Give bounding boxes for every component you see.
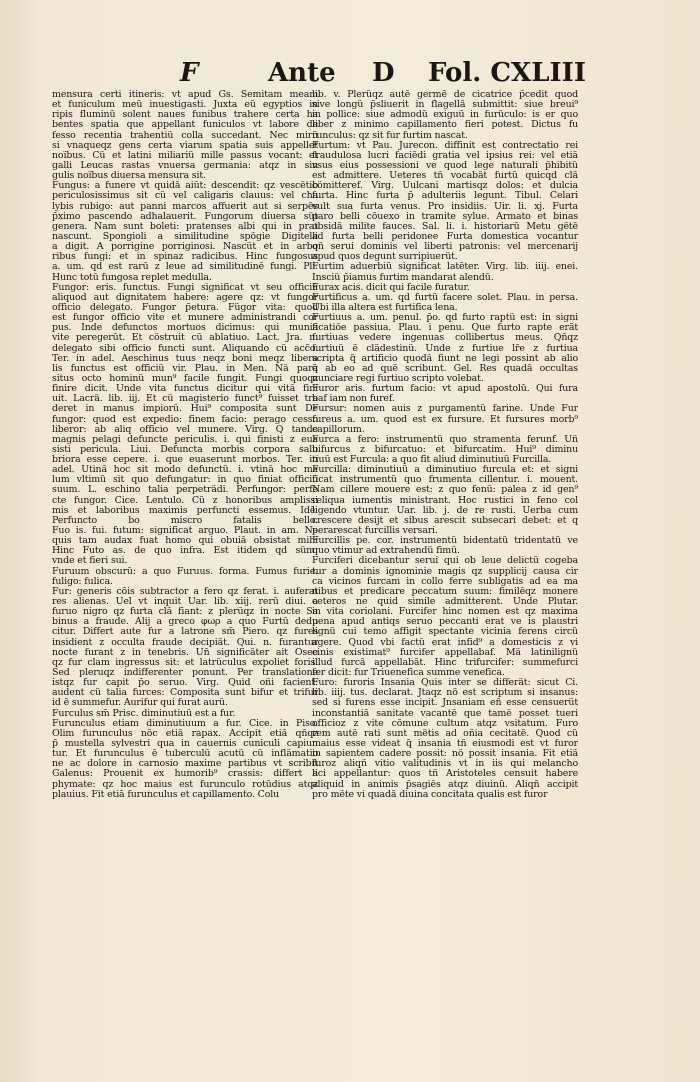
text-line: gulis noĩbus diuersa mensura sit. (52, 171, 206, 182)
text-line: quo vtimur ad extrahendũ fimũ. (312, 546, 460, 557)
text-line: plauius. Fit etiã furunculus et capillamento. Colu (52, 789, 280, 800)
text-line: Hunc totũ fungosa replet medulla. (52, 272, 212, 283)
text-line: mensura certi itineris: vt apud Gs. Semitam meam (52, 90, 318, 100)
text-line: inconstantiã sanitate vacantẽ que tamẽ posset tueri (312, 708, 578, 719)
text-line: Furculus sm̃ Prisc. diminutiuũ est a fur. (52, 708, 236, 719)
text-line: vnde et fieri sui. (52, 556, 128, 567)
text-line: si vnaqueqz gens certa viarum spatia suis appellet (52, 140, 318, 151)
text-line: furoz aliqñ vitio valitudinis vt in iis qui melancho (312, 759, 578, 770)
text-line: Fursur: nomen auis z purgamentũ farine. Unde Fur (312, 404, 578, 415)
text-line: aliquod aut dignitatem habere: agere qz: vt fungor (52, 292, 318, 303)
text-line: liberor: ab aliq officio vel munere. Virg. Q tande (52, 424, 318, 435)
text-line: furuo nigro qz furta clã fiant: z plerũqz in nocte Sa (52, 607, 318, 618)
text-line: fungor: quod est expedio: finem facio: perago cesso (52, 414, 318, 425)
text-line: Ter. in adel. Aeschinus tuus neqz boni meqz libera (52, 353, 318, 364)
text-line: ca vicinos furcam in collo ferre subligatis ad ea ma (312, 576, 578, 587)
text-line: ligendo vtuntur. Uar. lib. j. de re rusti. Uerba cum (312, 505, 578, 516)
text-line: Furunculus etiam diminutiuum a fur. Cice. in Piso. (52, 718, 318, 729)
text-line: a. um. qd est rarũ z leue ad similitudinẽ fungi. Pli. (52, 262, 318, 273)
text-line: nocte furant z in tenebris. Ũn̄ significãter ait Osee (52, 647, 318, 658)
text-line: Furtiuus a. um. penul. p̄o. qd furto raptũ est: in signi (312, 313, 578, 324)
text-line: ribus fungi: et in spinaz radicibus. Hinc fungosus (52, 252, 318, 263)
text-line: cõmitteref. Virg. Uulcani martisqz dolos: et dulcia (312, 181, 578, 192)
text-line: pro mẽte vi quadã diuina concitata qualis est furor (312, 789, 548, 800)
text-line: fesso recentia trahentiũ colla succedant. Nec mirũ (52, 130, 318, 141)
header-catchword: Ante (268, 58, 336, 88)
text-line: Hinc Futo as. de quo infra. Est itidem qd sũm: (52, 546, 318, 557)
text-line: binus a fraude. Alij a greco φωρ a quo Furtũ dedu (52, 617, 318, 628)
text-line: pus. Inde defunctos mortuos dicimus: qui munia (52, 323, 318, 334)
text-line: Furo: furoris Insania Quis inter se differãt: sicut Ci. (312, 678, 578, 689)
text-line: scripta q̃ artificio quodã fiunt ne legi possint ab alio (312, 353, 578, 364)
folio-number: Fol. CXLIII (428, 58, 586, 88)
text-line: Furcillis pe. cor. instrumentũ bidentatũ tridentatũ ve (312, 536, 578, 547)
text-line: liber z minimo capillamento fieri potest. Dictus fu (312, 120, 578, 131)
text-line: lignũ cui temo affigit spectante vicinia ferens circũ (312, 627, 578, 638)
text-line: Furax acis. dicit qui facile furatur. (312, 282, 470, 293)
text-line: obsidã milite fauces. Sal. li. i. historiarũ Metu gẽtẽ (312, 221, 578, 232)
text-line: officioz z vite cõmune cultum atqz vsitatum. Furo (312, 718, 578, 729)
text-line: ripis fluminũ solent naues funibus trahere certa ha (52, 110, 318, 121)
text-line: Furcilla: diminutiuũ a diminutiuo furcula et: et signi (312, 465, 578, 476)
text-line: perarescat furcillis versari. (312, 526, 438, 537)
text-line: pena apud antiqs seruo peccanti erat ve is plaustri (312, 617, 578, 628)
text-line: uit. Lacrã. lib. iij. Et cũ magisterio funct⁹ fuisset tra (52, 394, 318, 405)
text-line: adel. Utinã hoc sit modo defunctũ. i. vtinã hoc ma (52, 465, 318, 476)
text-line: cinis existimat⁹ furcifer appellabaf. Mã latinilignũ (312, 647, 578, 658)
text-line: Sed pleruqz indifferenter ponunt. Per translatione (52, 668, 318, 679)
text-line: in vita coriolani. Furcifer hinc nomen est qz maxima (312, 607, 578, 618)
text-line: est fungor officio vite et munere administrandi cor (52, 313, 318, 324)
text-line: Ubi illa altera est furtifica lena. (312, 302, 458, 313)
text-line: lib. v. Plerũqz autẽ germẽ de cicatrice p̄cedit quod (312, 90, 578, 100)
text-line: tur. Et furunculus ẽ tuberculũ acutũ cũ inflãmatio (52, 749, 318, 760)
text-line: furtiuas vedere ingenuas collibertus meus. Qñqz (312, 333, 578, 344)
text-line: citur. Differt aute fur a latrone sm̃ Piero. qz fures (52, 627, 318, 638)
text-line: vult sua furta venus. Pro insidiis. Uir. li. xj. Furta (312, 201, 578, 212)
text-line: delegato sibi officio functi sunt. Aliquando cũ acc̃o. (52, 343, 318, 354)
text-line: fuligo: fulica. (52, 576, 113, 587)
text-line: situs octo hominũ mun⁹ facile fungit. Fungi quoqz (52, 373, 318, 384)
text-line: runculus: qz sit fur furtim nascat. (312, 130, 468, 141)
text-line: est admittere. Ueteres tñ vocabãt furtũ quicqd clã (312, 171, 578, 182)
text-line: res alienas. Uel vt inquit Uar. lib. xiij. rerũ diui. a (52, 597, 318, 608)
text-line: illud furcã appellabãt. Hinc trifurcifer: summefurci (312, 657, 578, 668)
text-line: reliqua iumentis ministrant. Hoc rustici in feno col (312, 495, 578, 506)
text-line: ficat instrumentũ quo frumenta cillentur. i. mouent. (312, 475, 578, 486)
text-line: lib. iiij. tus. declarat. Jtaqz nõ est scriptum si insanus: (312, 688, 578, 699)
text-line: lybis rubigo: aut panni marcos affuerit aut si serpẽs (52, 201, 318, 212)
text-line: nascunt. Spongioli a similitudine spõgie Digitelli (52, 231, 318, 242)
text-line: agere. Quod vbi factũ erat infid⁹ a domesticis z vi (312, 637, 578, 648)
text-line: cte fungor. Cice. Lentulo. Cũ z honoribus amplissi (52, 495, 318, 506)
text-line: Fur: generis cõis subtractor a fero qz ferat. i. auferat (52, 586, 318, 597)
text-line: in sapientem cadere possit: nõ possit insania. Fit etiã (312, 749, 578, 760)
text-line: furta. Hinc furta p̄ adulteriis legunt. Tibul. Celari (312, 191, 578, 202)
text-line: galli Leucas rastas vnuersa germania: atqz in sin (52, 160, 318, 171)
text-line: Furtim aduerbiũ significat latẽter. Virg. lib. iiij. enei. (312, 262, 578, 273)
text-line: ficatiõe passiua. Plau. i penu. Que furto rapte erãt (312, 323, 578, 334)
text-line: ne ac dolore in carnosio maxime partibus vt scribit (52, 759, 318, 770)
text-line: Galenus: Prouenit ex humorib⁹ crassis: differt a (52, 769, 318, 780)
text-line: maius esse videat q̃ insania tñ eiusmodi est vt furor (312, 739, 578, 749)
left-text-column (52, 90, 318, 800)
text-line: p̄ mustella sylvestri qua in cauernis cuniculi capiun (52, 739, 318, 749)
text-line: istqz fur capit p̄o seruo. Virg. Quid oñi facient: (52, 678, 318, 689)
running-header (180, 58, 586, 90)
text-line: ceteros ne quid simile admitterent. Unde Plutar. (312, 597, 578, 608)
text-line: noĩbus. Cũ et latini miliariũ mille passus vocant: et (52, 150, 318, 161)
text-line: periculosissimus sit cũ vel caligaris clauus: vel cha (52, 191, 318, 202)
text-line: genera. Nam sunt boleti: pratenses albi qui in prat (52, 221, 318, 232)
text-line: Olim furunculus nõc etiã rapax. Accipit etiã qñqz (52, 728, 318, 739)
text-line: qz fur clam ingressus sit: et latrũculus expoliet foris. (52, 657, 318, 668)
text-line: quis tam audax fuat homo qui obuiã obsistat mihi (52, 536, 318, 547)
text-line: paro belli cõuexo in tramite sylue. Armato et binas (312, 211, 578, 222)
right-text-column (312, 90, 578, 800)
text-line: lici appellantur: quos tñ Aristoteles censuit habere (312, 769, 578, 780)
text-line: Perfuncto bo miscro fatalis bello. (52, 515, 318, 526)
header-section-letter: D (372, 58, 395, 88)
text-line: insidient z occulta fraude decipiãt. Qui. n. furantur (52, 637, 318, 648)
text-line: lum vltimũ sit quo defungatur: in quo finiat officiũ (52, 475, 318, 486)
text-line: Furtum: vt Pau. Jurecon. diffinit est contrectatio rei (312, 140, 578, 151)
text-line: Furuum obscurũ: a quo Furuus. forma. Fumus furie. (52, 566, 318, 577)
text-line: p̄ximo pascendo adhalauerit. Fungorum diuersa sũt (52, 211, 318, 222)
text-line: in pollice: siue admodũ exiguũ in furũculo: is er quo (312, 110, 578, 121)
text-line: capillorum. (312, 424, 365, 435)
text-line: fraudulosa lucri faciẽdi gratia vel ipsius rei: vel etiã (312, 150, 578, 161)
text-line: nunciare regi furtiuo scripto volebat. (312, 373, 484, 384)
text-line: a digit. A porrigine porriginosi. Nascũt et in arbo (52, 242, 318, 253)
text-line: id ẽ summefur. Aurifur qui furat aurũ. (52, 698, 228, 709)
text-line: sive longũ p̄sliuerit in flagellã submittit: siue breui⁹ (312, 100, 578, 111)
text-line: Insciũ p̄iamus furtim mandarat alendũ. (312, 272, 494, 283)
text-line: tur a dominis ignominie magis qz supplicij causa cir (312, 566, 578, 577)
text-line: baf iam non furef. (312, 394, 395, 405)
text-line: fer dicit: fur Triuenefica summe venefica. (312, 668, 505, 679)
text-line: Nam cillere mouere est: z quo fenũ: palea z id gen⁹ (312, 485, 578, 496)
text-line: apud quos degunt surripiuerũt. (312, 252, 458, 263)
signature-mark: F (180, 58, 199, 88)
text-line: Furciferi dicebantur serui qui ob leue delictũ cogeba (312, 556, 578, 567)
text-line: phymate: qz hoc maius est furunculo rotũdius atqz (52, 779, 318, 790)
text-line: lis functus est officiũ vir. Plau. in Men. Nã para (52, 363, 318, 374)
text-line: furtiuũ ẽ clãdestinũ. Unde z furtiue lr̃e z furtiua (312, 343, 578, 354)
text-line: Furtificus a. um. qd furtũ facere solet. Plau. in persa. (312, 292, 578, 303)
text-line: nibus et predicare peccatum suum: fimilẽqz monere (312, 586, 578, 597)
text-line: aliquid in animis p̄sagiẽs atqz diuinũ. Aliqñ accipit (312, 779, 578, 790)
text-line: vite peregerũt. Et cõstruit cũ ablatiuo. Lact. Jra. n. (52, 333, 318, 344)
text-line: sisti pericula. Liui. Defuncta morbis corpora salu (52, 444, 318, 455)
text-line: qñ serui dominis vel liberti patronis: vel mercenarij (312, 242, 578, 253)
text-line: rem autẽ rati sunt mẽtis ad oñia cecitatẽ. Quod cũ (312, 728, 578, 739)
text-line: Fungus: a funere vt quidã aiũt: descendit: qz vescẽtib (52, 181, 318, 192)
text-line: audent cũ talia furces: Composita sunt bifur et trifur (52, 688, 318, 699)
text-line: Furca a fero: instrumentũ quo stramenta ferunf. Ũñ (312, 434, 578, 445)
text-line: Furor aris. furtum facio: vt apud apostolũ. Qui fura (312, 384, 578, 395)
text-line: briora esse cepere. i. que euaserunt morbos. Ter. in (52, 455, 318, 466)
text-line: finire dicit. Unde vita functus dicitur qui vitã fini (52, 384, 318, 395)
text-line: vsus eius possessioni ve quod lege naturali p̄hibitũ (312, 160, 578, 171)
text-line: suum. L. eschino talia perpetrãdi. Perfungor: perfe (52, 485, 318, 496)
text-line: magnis pelagi defuncte periculis. i. qui finisti z eua (52, 434, 318, 445)
text-line: q̃ ab eo ad quẽ scribunt. Gel. Res quadã occultas (312, 363, 578, 374)
text-line: officio delegato. Fungor p̄etura. Fũgor vita: quod (52, 302, 318, 313)
text-line: et funiculum meũ inuestigasti. Juxta eũ egyptios in (52, 100, 318, 111)
text-line: mis et laboribus maximis perfuncti essemus. Idẽ. (52, 505, 318, 516)
text-line: fureus a. um. quod est ex fursure. Et fursures morb⁹ (312, 414, 578, 425)
text-line: ad furta belli peridonee Furta domestica vocantur (312, 231, 578, 242)
text-line: Fuo is. fui. futum: significat arguo. Plaut. in am. Ne (52, 526, 318, 537)
text-line: sed si furens esse incipit. Jnsaniam eñ esse censuerũt (312, 698, 578, 709)
text-line: deret in manus impiorũ. Hui⁹ composita sunt De (52, 404, 318, 415)
text-line: bifurcus z bifurcatuo: et bifurcatim. Hui⁹ diminu (312, 444, 578, 455)
text-line: Fungor: eris. functus. Fungi significat vt seu officiũ (52, 282, 318, 293)
text-line: tiuũ est Furcula: a quo fit aliud diminutiuũ Furcilla. (312, 455, 552, 466)
text-line: crescere desijt et sibus arescit subsecari debet: et q (312, 515, 578, 526)
text-line: bentes spatia que appellant funiculos vt labore de (52, 120, 318, 131)
